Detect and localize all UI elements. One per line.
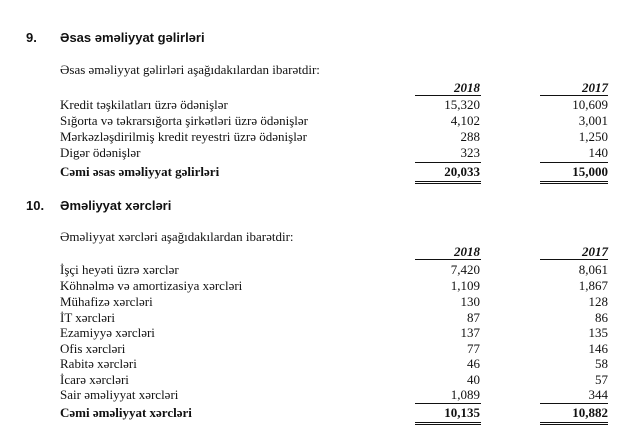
- table-row: [0, 129, 620, 145]
- value-2017: 128: [588, 294, 608, 309]
- note-title: Əməliyyat xərcləri: [60, 198, 172, 213]
- total-label: Cəmi əməliyyat xərcləri: [60, 405, 192, 420]
- total-2017: 10,882: [572, 405, 608, 420]
- row-label: Köhnəlmə və amortizasiya xərcləri: [60, 278, 243, 293]
- value-2017: 1,250: [578, 129, 608, 144]
- value-2017: 1,867: [578, 278, 608, 293]
- total-2018: 10,135: [444, 405, 480, 420]
- table-row: [0, 278, 620, 294]
- table-row: [0, 387, 620, 403]
- table-row: [0, 341, 620, 357]
- row-label: İşçi heyəti üzrə xərclər: [60, 262, 179, 277]
- total-double-rule: [540, 422, 608, 423]
- row-label: Sair əməliyyat xərcləri: [60, 387, 179, 402]
- total-label: Cəmi əsas əməliyyat gəlirləri: [60, 164, 220, 179]
- total-double-rule: [415, 183, 481, 184]
- value-2018: 130: [460, 294, 480, 309]
- value-2018: 87: [467, 310, 480, 325]
- table-row: [0, 310, 620, 326]
- value-2018: 1,109: [450, 278, 480, 293]
- row-label: Sığorta və təkrarsığorta şirkətləri üzrə ödənişlər: [60, 113, 308, 128]
- total-double-rule: [540, 424, 608, 425]
- value-2018: 288: [460, 129, 480, 144]
- row-label: İcarə xərcləri: [60, 372, 129, 387]
- note-number: 9.: [26, 30, 37, 45]
- subtotal-rule: [540, 162, 608, 163]
- table-row: [0, 262, 620, 278]
- row-label: Ofis xərcləri: [60, 341, 126, 356]
- value-2017: 344: [588, 387, 608, 402]
- table-row: [0, 113, 620, 129]
- total-double-rule: [415, 424, 481, 425]
- table-row: [0, 325, 620, 341]
- value-2018: 1,089: [450, 387, 480, 402]
- value-2018: 7,420: [450, 262, 480, 277]
- row-label: Rabitə xərcləri: [60, 356, 137, 371]
- value-2018: 4,102: [450, 113, 480, 128]
- note-intro: Əməliyyat xərcləri aşağıdakılardan ibarətdir:: [60, 229, 294, 244]
- table-row: [0, 294, 620, 310]
- table-row: [0, 145, 620, 161]
- value-2018: 137: [460, 325, 480, 340]
- subtotal-rule: [415, 162, 481, 163]
- row-label: Digər ödənişlər: [60, 145, 141, 160]
- note-number: 10.: [26, 198, 45, 213]
- total-2018: 20,033: [444, 164, 480, 179]
- value-2017: 8,061: [578, 262, 608, 277]
- value-2018: 323: [460, 145, 480, 160]
- total-double-rule: [415, 181, 481, 182]
- total-double-rule: [415, 422, 481, 423]
- value-2017: 135: [588, 325, 608, 340]
- row-label: Ezamiyyə xərcləri: [60, 325, 155, 340]
- value-2017: 140: [588, 145, 608, 160]
- row-label: Mərkəzləşdirilmiş kredit reyestri üzrə ödənişlər: [60, 129, 307, 144]
- row-label: İT xərcləri: [60, 310, 115, 325]
- column-header-2018: 2018: [454, 80, 480, 95]
- column-header-2017: 2017: [582, 244, 608, 259]
- value-2017: 3,001: [578, 113, 608, 128]
- row-label: Kredit təşkilatları üzrə ödənişlər: [60, 97, 228, 112]
- column-header-rule: [415, 259, 481, 260]
- value-2017: 58: [595, 356, 608, 371]
- column-header-rule: [540, 259, 608, 260]
- value-2017: 86: [595, 310, 608, 325]
- value-2018: 15,320: [444, 97, 480, 112]
- value-2017: 146: [588, 341, 608, 356]
- total-row: [0, 164, 620, 180]
- value-2017: 10,609: [572, 97, 608, 112]
- column-header-rule: [540, 95, 608, 96]
- value-2018: 40: [467, 372, 480, 387]
- column-header-2018: 2018: [454, 244, 480, 259]
- column-header-2017: 2017: [582, 80, 608, 95]
- value-2018: 46: [467, 356, 480, 371]
- table-row: [0, 356, 620, 372]
- table-row: [0, 372, 620, 388]
- subtotal-rule: [540, 403, 608, 404]
- note-title: Əsas əməliyyat gəlirləri: [60, 30, 205, 45]
- total-double-rule: [540, 181, 608, 182]
- subtotal-rule: [415, 403, 481, 404]
- row-label: Mühafizə xərcləri: [60, 294, 153, 309]
- column-header-rule: [415, 95, 481, 96]
- note-intro: Əsas əməliyyat gəlirləri aşağıdakılardan ibarətdir:: [60, 62, 320, 77]
- total-row: [0, 405, 620, 421]
- total-2017: 15,000: [572, 164, 608, 179]
- value-2018: 77: [467, 341, 480, 356]
- total-double-rule: [540, 183, 608, 184]
- value-2017: 57: [595, 372, 608, 387]
- table-row: [0, 97, 620, 113]
